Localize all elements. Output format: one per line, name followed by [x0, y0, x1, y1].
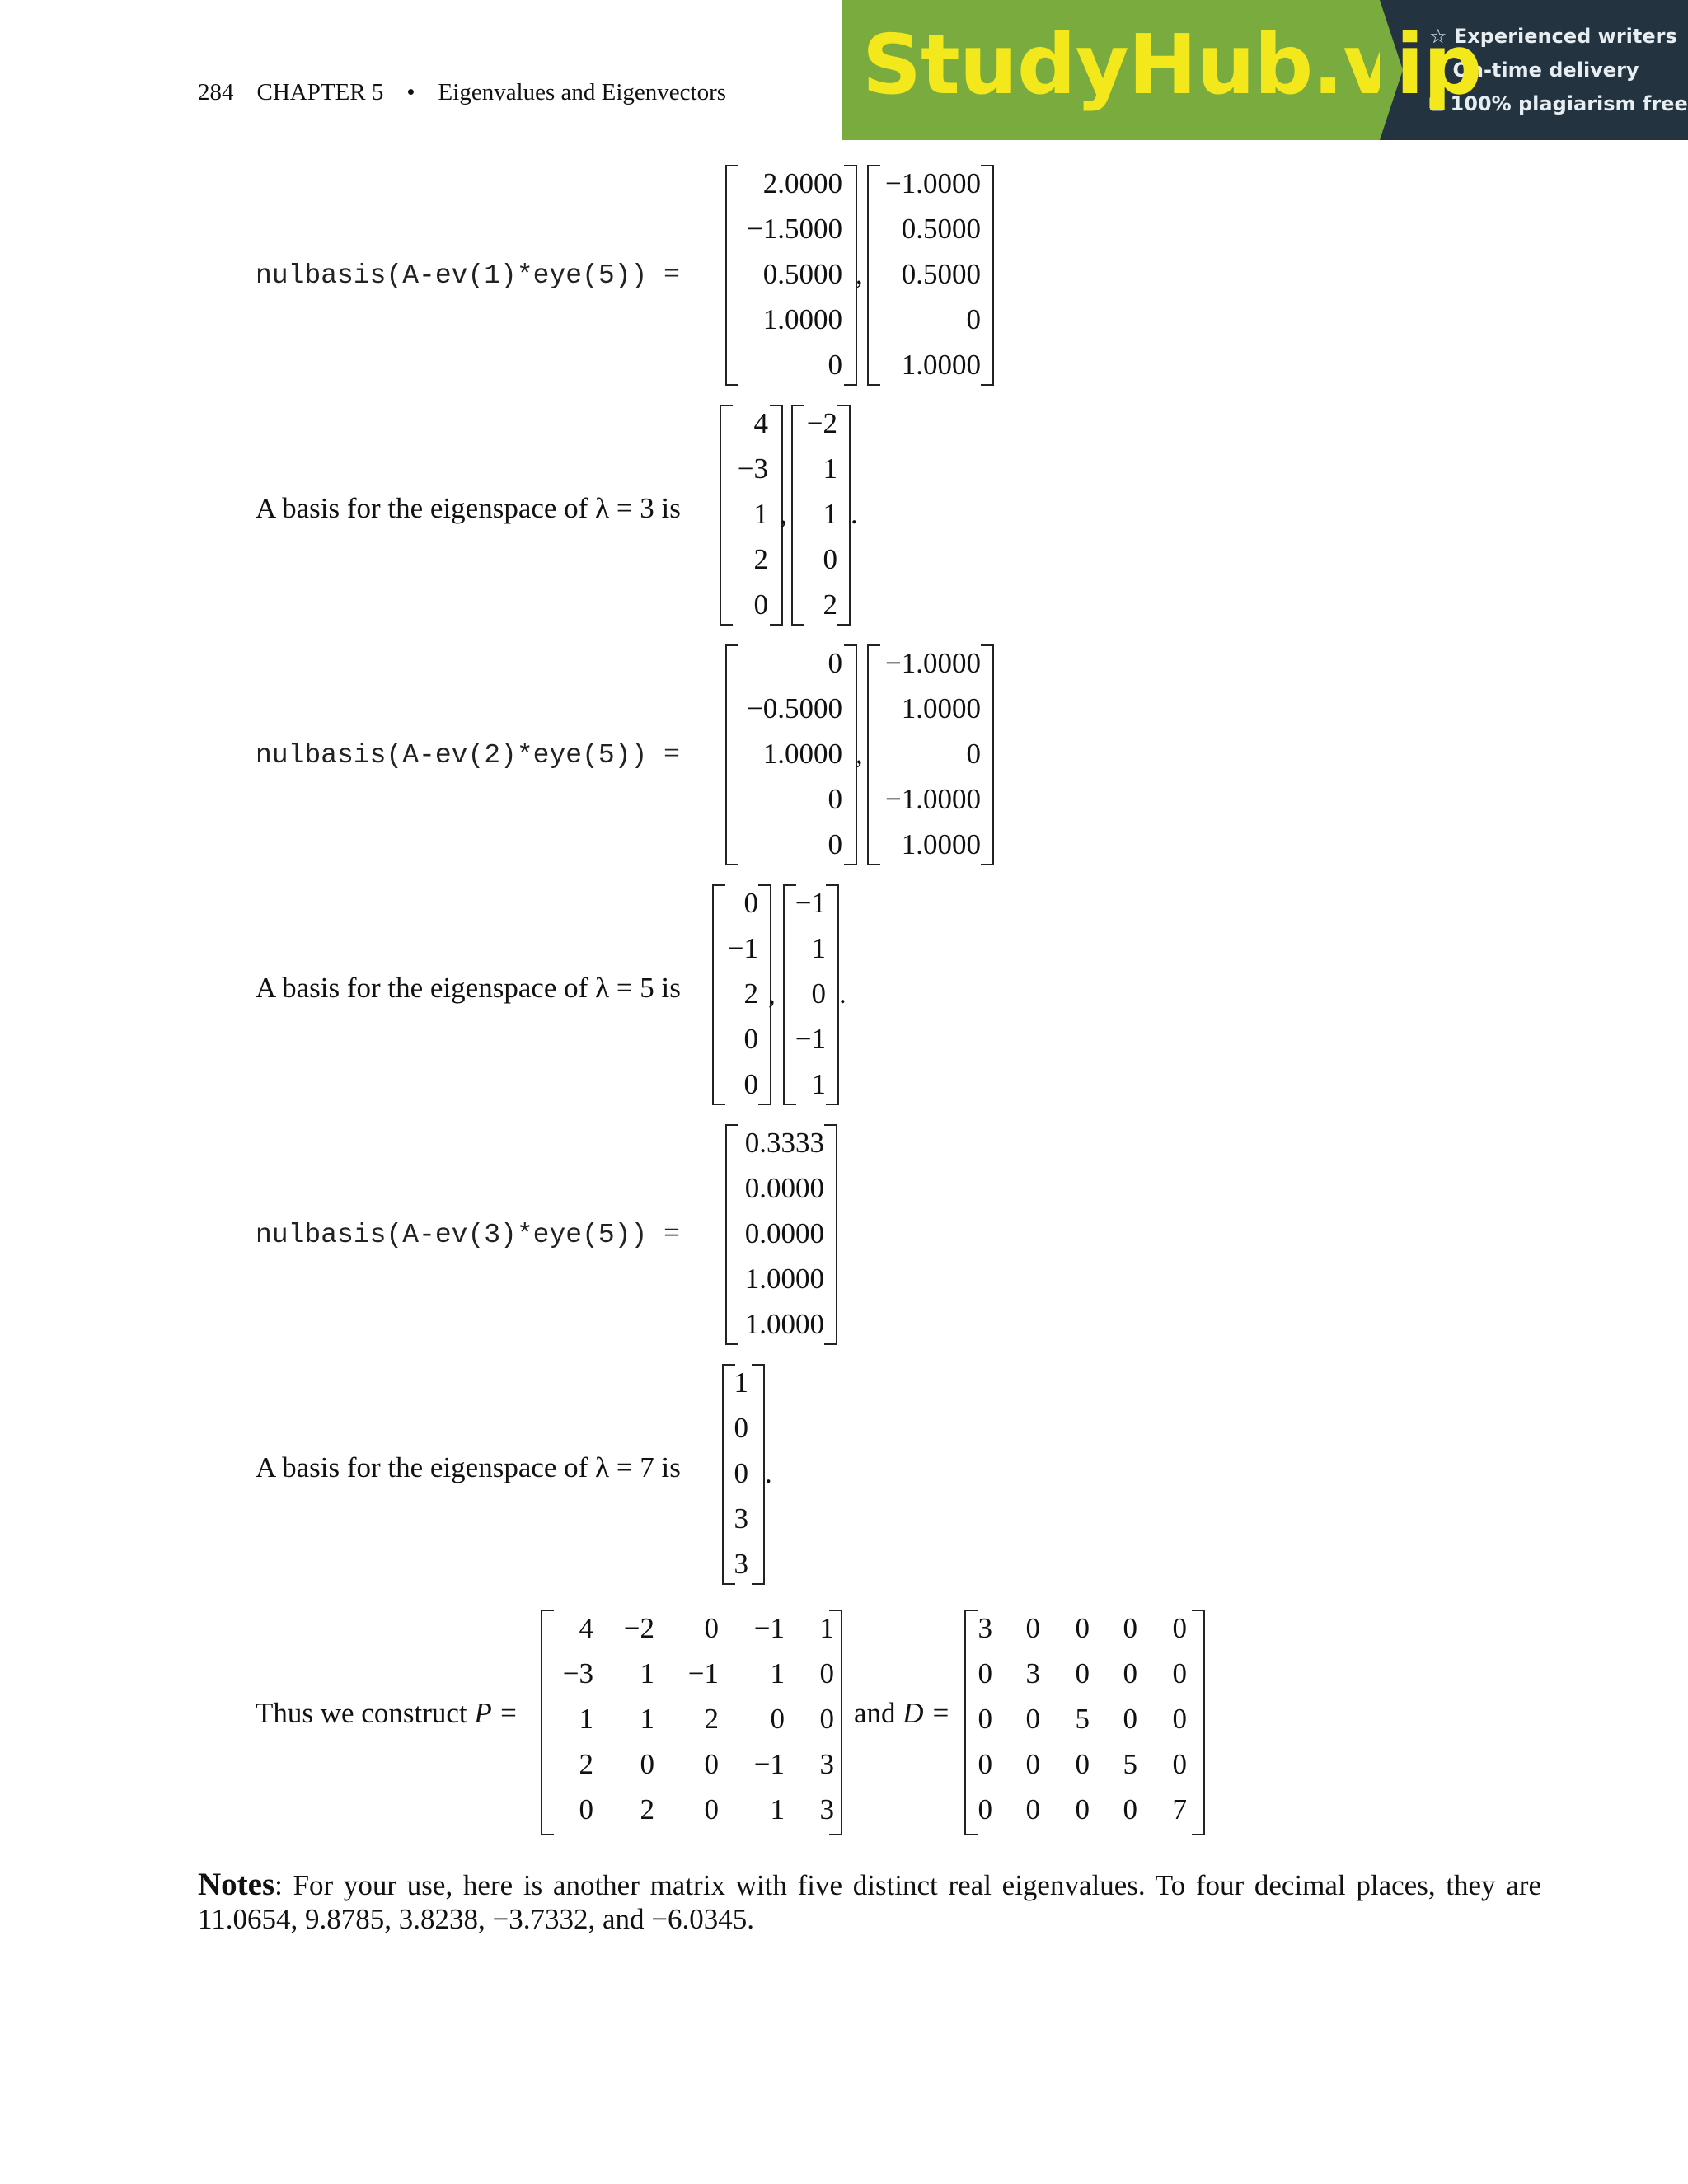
ad-banner[interactable]	[842, 0, 1688, 140]
vector-b5-a: 0 −1 2 0 0	[727, 887, 758, 1100]
nulbasis-ev1-label: nulbasis(A-ev(1)*eye(5)) =	[256, 257, 680, 291]
construct-label: Thus we construct P =	[256, 1697, 518, 1729]
vector-nul2-b: −1.0000 1.0000 0 −1.0000 1.0000	[885, 647, 981, 860]
nulbasis-ev3-label: nulbasis(A-ev(3)*eye(5)) =	[256, 1216, 680, 1250]
page-number: 284	[198, 79, 234, 105]
basis-lambda3-label: A basis for the eigenspace of λ = 3 is	[256, 492, 681, 524]
notes-text: : For your use, here is another matrix with five distinct real eigenvalues. To four decimal places, they are 11.0654, 9.8785, 3.8238, −3.7332, and −6.0345.	[198, 1869, 1541, 1935]
banner-logo-panel	[842, 0, 1482, 140]
running-header	[198, 79, 749, 106]
feature-plagiarism: ⧉ 100% plagiarism free	[1429, 92, 1688, 115]
vector-b7: 1 0 0 3 3	[734, 1366, 748, 1580]
vector-b3-a: 4 −3 1 2 0	[737, 407, 768, 621]
nulbasis-ev2-label: nulbasis(A-ev(2)*eye(5)) =	[256, 737, 680, 771]
and-label: and D =	[854, 1697, 950, 1729]
matrix-D: 3 0 0 0 0 0 3 0 0 0 0 0 5 0 0 0 0 0 5 0 0 0 0 0 7	[978, 1612, 1187, 1825]
feature-writers: ☆ Experienced writers	[1429, 25, 1677, 48]
basis-lambda7-label: A basis for the eigenspace of λ = 7 is	[256, 1451, 681, 1483]
notes-paragraph	[198, 1868, 1541, 1936]
vector-nul3: 0.3333 0.0000 0.0000 1.0000 1.0000	[744, 1127, 824, 1340]
vector-nul1-b: −1.0000 0.5000 0.5000 0 1.0000	[885, 167, 981, 381]
feature-delivery: ⊙ On-time delivery	[1429, 59, 1639, 82]
chapter-title: Eigenvalues and Eigenvectors	[438, 79, 727, 105]
bullet: •	[406, 79, 415, 105]
chapter-label: CHAPTER 5	[256, 79, 384, 105]
vector-nul2-a: 0 −0.5000 1.0000 0 0	[747, 647, 842, 860]
matrix-P: 4 −2 0 −1 1 −3 1 −1 1 0 1 1 2 0 0 2 0 0 −1 3 0 2 0 1 3	[562, 1612, 834, 1825]
basis-lambda5-label: A basis for the eigenspace of λ = 5 is	[256, 972, 681, 1004]
studyhub-logo: StudyHub.vip	[862, 16, 1482, 113]
vector-nul1-a: 2.0000 −1.5000 0.5000 1.0000 0	[747, 167, 842, 381]
notes-heading: Notes	[198, 1867, 275, 1902]
vector-b5-b: −1 1 0 −1 1	[795, 887, 826, 1100]
vector-b3-b: −2 1 1 0 2	[806, 407, 837, 621]
